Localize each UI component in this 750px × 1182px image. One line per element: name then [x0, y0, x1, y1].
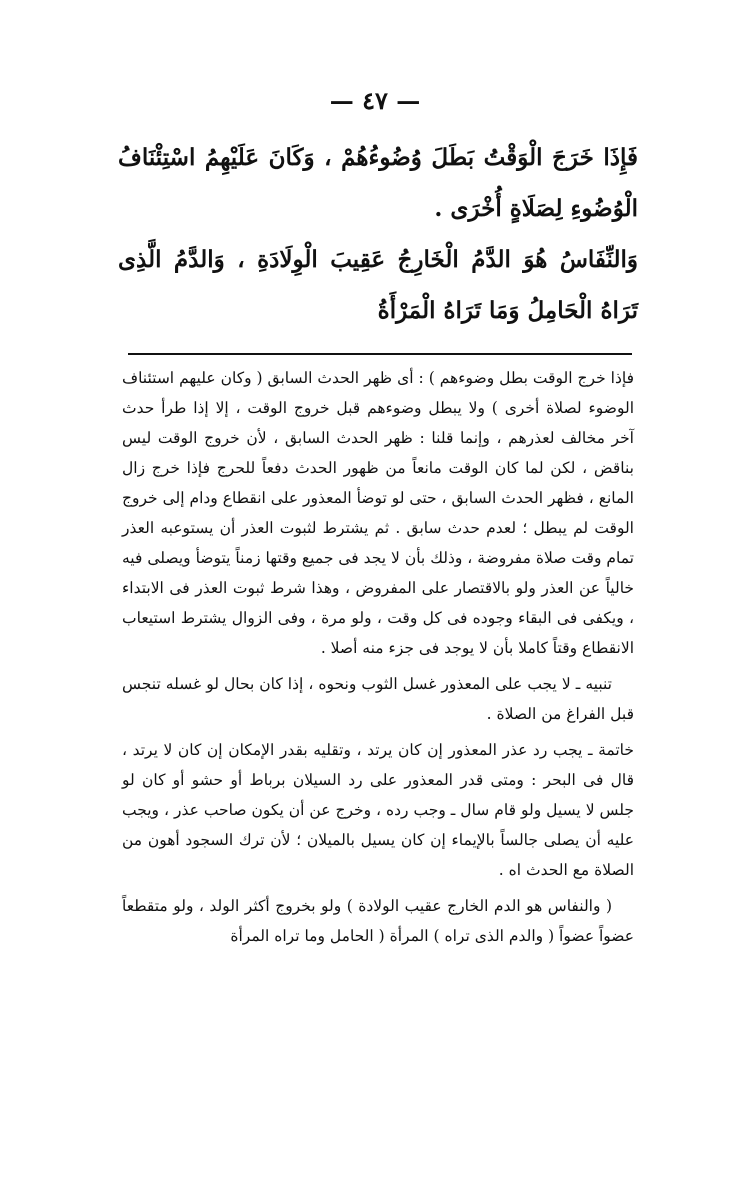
divider-line: [128, 353, 632, 355]
commentary-paragraph-2: تنبيه ـ لا يجب على المعذور غسل الثوب ونحوه ، إذا كان بحال لو غسله تنجس قبل الفراغ من الصلاة .: [122, 675, 634, 723]
main-paragraph-1: فَإِذَا خَرَجَ الْوَقْتُ بَطَلَ وُضُوءُهُمْ ، وَكَانَ عَلَيْهِمُ اسْتِئْنَافُ الْوُضُوءِ لِصَلَاةٍ أُخْرَى .: [118, 144, 638, 222]
commentary-paragraph-1: فإذا خرج الوقت بطل وضوءهم ) : أى ظهر الحدث السابق ( وكان عليهم استئناف الوضوء لصلاة أخرى ) ولا يبطل وضوءهم قبل خروج الوقت ، إلا إذا طرأ حدث آخر مخالف لعذرهم ، وإنما قلنا : ظهر الحدث السابق ، لأن خروج الوقت ليس بناقض ، لكن لما كان الوقت مانعاً من ظهور الحدث دفعاً للحرج فإذا خرج زال المانع ، فظهر الحدث السابق ، حتى لو توضأ المعذور على انقطاع ودام إلى خروج الوقت لم يبطل ؛ لعدم حدث سابق . ثم يشترط لثبوت العذر أن يستوعبه العذر تمام وقت صلاة مفروضة ، وذلك بأن لا يجد فى جميع وقتها زمناً يتوضأ ويصلى فيه خالياً عن العذر ولو بالاقتصار على المفروض ، وهذا شرط ثبوت العذر فى الابتداء ، ويكفى فى البقاء وجوده فى كل وقت ، ولو مرة ، وفى الزوال يشترط استيعاب الانقطاع وقتاً كاملا بأن لا يوجد فى جزء منه أصلا .: [122, 369, 634, 657]
main-text: [118, 132, 638, 336]
main-paragraph-2: وَالنِّفَاسُ هُوَ الدَّمُ الْخَارِجُ عَقِيبَ الْوِلَادَةِ ، وَالدَّمُ الَّذِى تَرَاهُ الْحَامِلُ وَمَا تَرَاهُ الْمَرْأَةُ: [118, 246, 638, 324]
page-number: — ٤٧ —: [329, 86, 421, 115]
commentary-paragraph-4: ( والنفاس هو الدم الخارج عقيب الولادة ) ولو بخروج أكثر الولد ، ولو متقطعاً عضواً عضواً ( والدم الذى تراه ) المرأة ( الحامل وما تراه المرأة: [122, 897, 634, 945]
commentary: [122, 363, 634, 957]
commentary-paragraph-3: خاتمة ـ يجب رد عذر المعذور إن كان يرتد ، وتقليه بقدر الإمكان إن كان لا يرتد ، قال فى البحر : ومتى قدر المعذور على رد السيلان برباط أو حشو أو كان لو جلس لا يسيل ولو قام سال ـ وجب رده ، وخرج عن أن يكون صاحب عذر ، ويجب عليه أن يصلى جالساً بالإيماء إن كان يسيل بالميلان ؛ لأن ترك السجود أهون من الصلاة مع الحدث اه .: [122, 741, 634, 879]
